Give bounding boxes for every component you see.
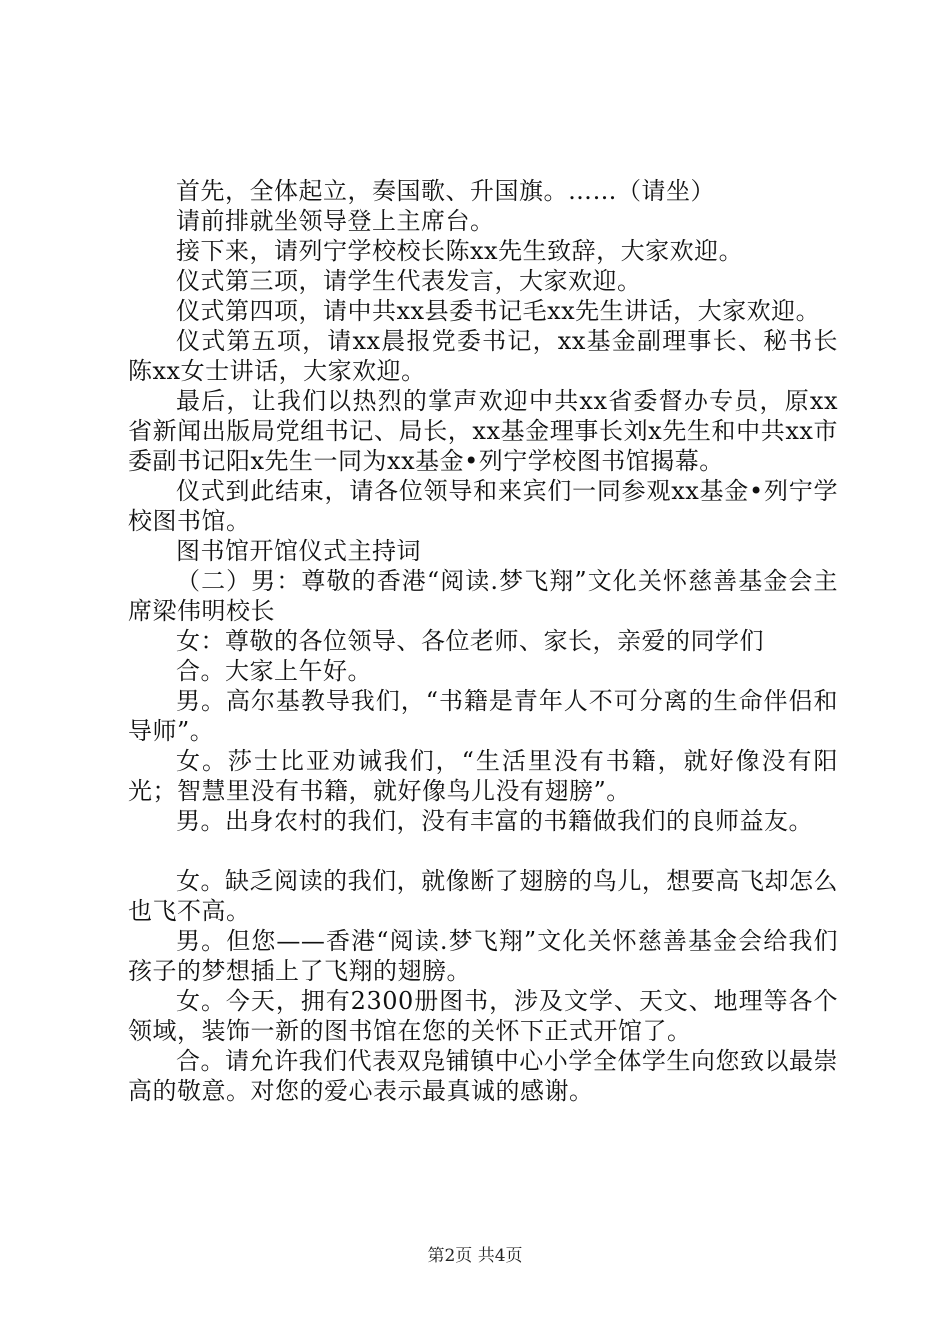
paragraph: 女。今天，拥有2300册图书，涉及文学、天文、地理等各个领域，装饰一新的图书馆在您的关怀下正式开馆了。 [128, 987, 838, 1045]
paragraph: 接下来，请列宁学校校长陈xx先生致辞，大家欢迎。 [176, 237, 744, 265]
paragraph: 最后，让我们以热烈的掌声欢迎中共xx省委督办专员，原xx省新闻出版局党组书记、局长，xx基金理事长刘x先生和中共xx市委副书记阳x先生一同为xx基金•列宁学校图书馆揭幕。 [128, 387, 838, 475]
paragraph: 女。莎士比亚劝诫我们，“生活里没有书籍，就好像没有阳光；智慧里没有书籍，就好像鸟儿没有翅膀”。 [128, 747, 838, 805]
paragraph: 仪式第三项，请学生代表发言，大家欢迎。 [176, 267, 642, 295]
paragraph: 女。缺乏阅读的我们，就像断了翅膀的鸟儿，想要高飞却怎么也飞不高。 [128, 867, 838, 925]
paragraph: 女：尊敬的各位领导、各位老师、家长，亲爱的同学们 [176, 627, 764, 655]
paragraph: 男。但您——香港“阅读.梦飞翔”文化关怀慈善基金会给我们孩子的梦想插上了飞翔的翅膀。 [128, 927, 838, 985]
paragraph: 请前排就坐领导登上主席台。 [176, 207, 495, 235]
page-number: 第2页 共4页 [427, 1246, 523, 1266]
paragraph: 男。出身农村的我们，没有丰富的书籍做我们的良师益友。 [176, 807, 813, 835]
paragraph: 首先，全体起立，奏国歌、升国旗。……（请坐） [176, 177, 715, 205]
paragraph: （二）男：尊敬的香港“阅读.梦飞翔”文化关怀慈善基金会主席梁伟明校长 [128, 567, 838, 625]
paragraph: 仪式到此结束，请各位领导和来宾们一同参观xx基金•列宁学校图书馆。 [128, 477, 838, 535]
paragraph: 仪式第五项，请xx晨报党委书记，xx基金副理事长、秘书长陈xx女士讲话，大家欢迎。 [128, 327, 838, 385]
section-heading: 图书馆开馆仪式主持词 [176, 537, 421, 565]
paragraph: 男。高尔基教导我们，“书籍是青年人不可分离的生命伴侣和导师”。 [128, 687, 838, 745]
paragraph: 合。请允许我们代表双凫铺镇中心小学全体学生向您致以最崇高的敬意。对您的爱心表示最真诚的感谢。 [128, 1047, 838, 1105]
document-body [128, 176, 838, 1106]
paragraph: 合。大家上午好。 [176, 657, 372, 685]
paragraph: 仪式第四项，请中共xx县委书记毛xx先生讲话，大家欢迎。 [176, 297, 821, 325]
